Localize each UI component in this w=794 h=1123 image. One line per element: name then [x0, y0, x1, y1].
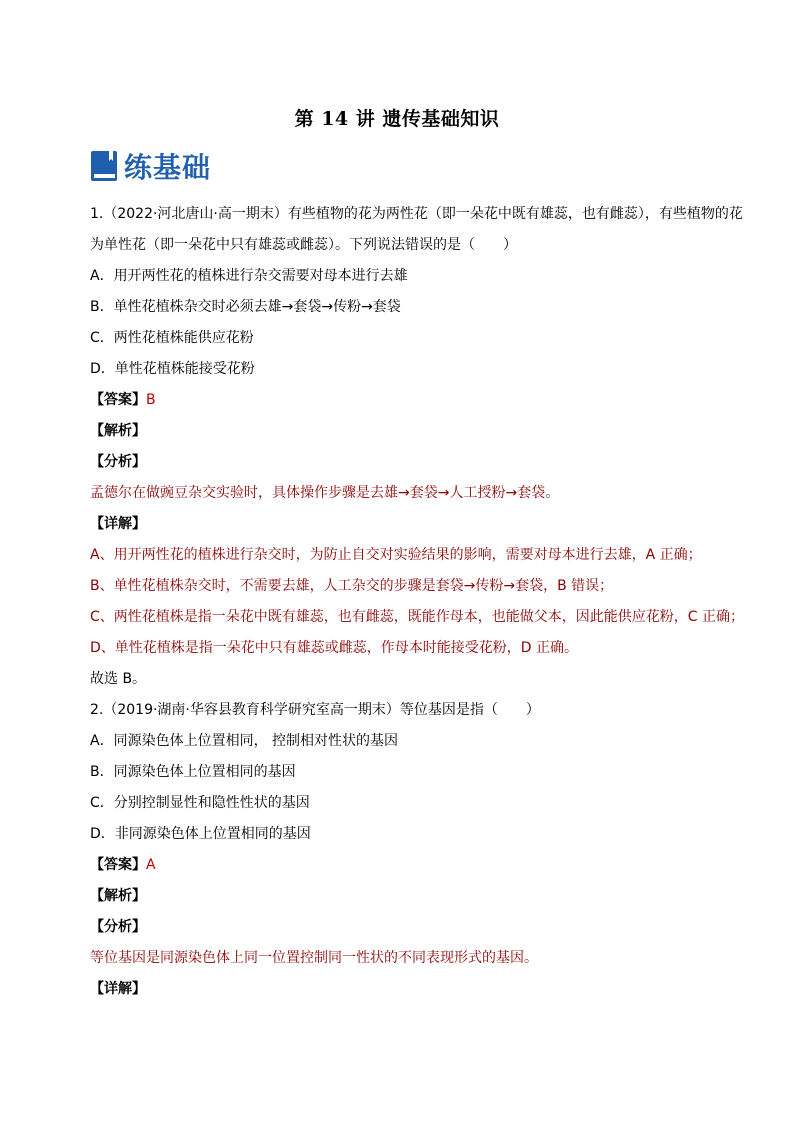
q2-answer-tag: 【答案】: [90, 857, 146, 873]
q1-answer-value: B: [146, 392, 156, 408]
q1-detail-d: D、单性花植株是指一朵花中只有雄蕊或雌蕊，作母本时能接受花粉，D 正确。: [90, 640, 579, 656]
section-header: [90, 148, 211, 184]
q1-answer-tag: 【答案】: [90, 392, 146, 408]
q1-detail-c: C、两性花植株是指一朵花中既有雄蕊，也有雌蕊，既能作母本，也能做父本，因此能供应花粉，C 正确；: [90, 609, 744, 625]
q2-answer-value: A: [146, 857, 156, 873]
q1-xiangjie-tag: 【详解】: [90, 516, 146, 532]
q1-conclusion: 故选 B。: [90, 671, 147, 687]
q1-stem-line1: 1.（2022·河北唐山·高一期末）有些植物的花为两性花（即一朵花中既有雄蕊，也有雌蕊），有些植物的花: [90, 206, 743, 222]
q2-jiexi-tag: 【解析】: [90, 888, 146, 904]
q2-fenxi-tag: 【分析】: [90, 919, 146, 935]
q2-fenxi-text: 等位基因是同源染色体上同一位置控制同一性状的不同表现形式的基因。: [90, 950, 538, 966]
q2-option-b: B．同源染色体上位置相同的基因: [90, 764, 296, 780]
q1-option-d: D．单性花植株能接受花粉: [90, 361, 255, 377]
q2-answer-row: [90, 851, 730, 882]
q2-option-d: D．非同源染色体上位置相同的基因: [90, 826, 311, 842]
q2-option-c: C．分别控制显性和隐性性状的基因: [90, 795, 310, 811]
q1-detail-b: B、单性花植株杂交时，不需要去雄，人工杂交的步骤是套袋→传粉→套袋，B 错误；: [90, 578, 614, 594]
q1-stem-line2: 为单性花（即一朵花中只有雄蕊或雌蕊）。下列说法错误的是（ ）: [90, 237, 517, 253]
book-icon: [90, 150, 118, 182]
q1-detail-a: A、用开两性花的植株进行杂交时，为防止自交对实验结果的影响，需要对母本进行去雄，A 正确；: [90, 547, 702, 563]
q2-stem: 2.（2019·湖南·华容县教育科学研究室高一期末）等位基因是指（ ）: [90, 702, 540, 718]
q1-jiexi-tag: 【解析】: [90, 423, 146, 439]
q1-fenxi-text: 孟德尔在做豌豆杂交实验时，具体操作步骤是去雄→套袋→人工授粉→套袋。: [90, 485, 560, 501]
q2-option-a: A．同源染色体上位置相同， 控制相对性状的基因: [90, 733, 399, 749]
page-title: 第 14 讲 遗传基础知识: [294, 108, 500, 130]
q1-fenxi-tag: 【分析】: [90, 454, 146, 470]
q1-option-c: C．两性花植株能供应花粉: [90, 330, 254, 346]
q1-answer-row: [90, 386, 730, 417]
q2-xiangjie-tag: 【详解】: [90, 981, 146, 997]
section-label: 练基础: [124, 151, 212, 184]
q1-option-b: B．单性花植株杂交时必须去雄→套袋→传粉→套袋: [90, 299, 401, 315]
content: [90, 200, 744, 1006]
q1-option-a: A．用开两性花的植株进行杂交需要对母本进行去雄: [90, 268, 408, 284]
